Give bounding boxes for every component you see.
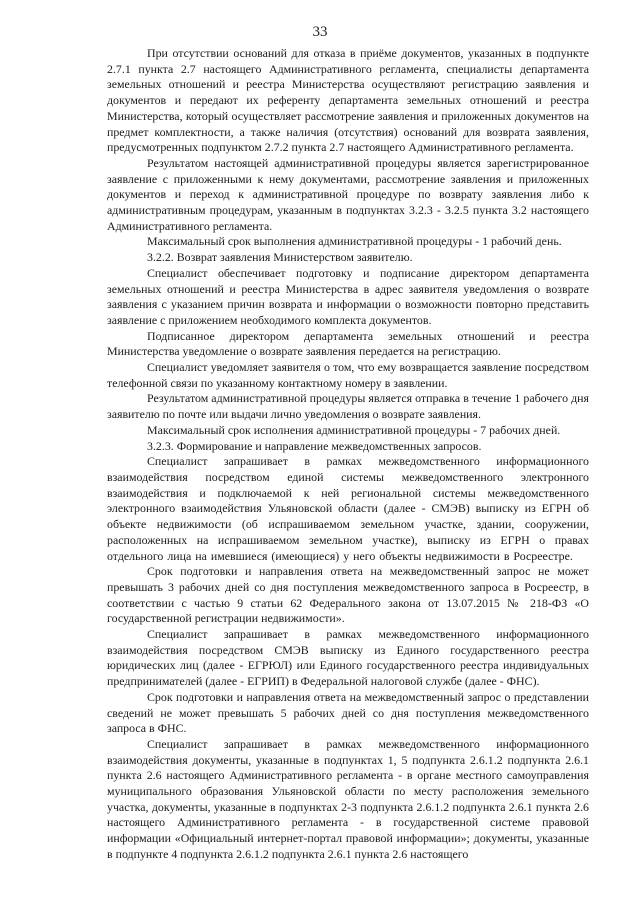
- paragraph: Специалист запрашивает в рамках межведомственного информационного взаимодействия документы, указанные в подпунктах 1, 5 подпункта 2.6.1.2 подпункта 2.6.1 пункта 2.6 настоящего Административного регламента - в органе местного самоуправления муниципального образования Ульяновской области по месту расположения земельного участка, документы, указанные в подпунктах 2-3 подпункта 2.6.1.2 подпункта 2.6.1 пункта 2.6 настоящего Административного регламента - в государственной системе правовой информации «Официальный интернет-портал правовой информации»; документы, указанные в подпункте 4 подпункта 2.6.1.2 подпункта 2.6.1 пункта 2.6 настоящего: [107, 736, 589, 861]
- section-heading: 3.2.2. Возврат заявления Министерством заявителю.: [147, 250, 413, 265]
- paragraph: Специалист обеспечивает подготовку и подписание директором департамента земельных отношений и реестра Министерства в адрес заявителя уведомления о возврате заявления с указанием причин возврата и информации о возможности повторно представить заявление с приложением необходимого комплекта документов.: [107, 265, 589, 327]
- paragraph: Результатом настоящей административной процедуры является зарегистрированное заявление с приложенными к нему документами, рассмотрение заявления и приложенных документов и переход к административной процедуре по возврату заявления либо к административным процедурам, указанным в подпунктах 3.2.3 - 3.2.5 пункта 3.2 настоящего Административного регламента.: [107, 155, 589, 233]
- paragraph: Подписанное директором департамента земельных отношений и реестра Министерства уведомление о возврате заявления передается на регистрацию.: [107, 328, 589, 359]
- paragraph: Срок подготовки и направления ответа на межведомственный запрос не может превышать 3 рабочих дней со дня поступления межведомственного запроса в Росреестр, в соответствии с частью 9 статьи 62 Федерального закона от 13.07.2015 № 218-ФЗ «О государственной регистрации недвижимости».: [107, 564, 589, 626]
- paragraph: Специалист уведомляет заявителя о том, что ему возвращается заявление посредством телефонной связи по указанному контактному номеру в заявлении.: [107, 360, 589, 390]
- paragraph: Максимальный срок исполнения административной процедуры - 7 рабочих дней.: [147, 422, 561, 437]
- paragraph: Специалист запрашивает в рамках межведомственного информационного взаимодействия посредством единой системы межведомственного электронного взаимодействия и подключаемой к ней региональной системы межведомственного электронного взаимодействия Ульяновской области (далее - СМЭВ) выписку из ЕГРН об объекте недвижимости (об испрашиваемом земельном участке, здании, сооружении, расположенных на испрашиваемом земельном участке), выписку из ЕГРН о правах отдельного лица на имевшиеся (имеющиеся) у него объекты недвижимости в Росреестре.: [107, 454, 589, 563]
- page-number: 33: [312, 24, 328, 40]
- paragraph: Специалист запрашивает в рамках межведомственного информационного взаимодействия посредством СМЭВ выписку из Единого государственного реестра юридических лиц (далее - ЕГРЮЛ) или Единого государственного реестра индивидуальных предпринимателей (далее - ЕГРИП) в Федеральной налоговой службе (далее - ФНС).: [107, 627, 589, 689]
- document-body: [107, 46, 589, 863]
- paragraph: При отсутствии оснований для отказа в приёме документов, указанных в подпункте 2.7.1 пункта 2.7 настоящего Административного регламента, специалисты департамента земельных отношений и реестра Министерства осуществляют регистрацию заявления и документов и передают их референту департамента земельных отношений и реестра Министерства, который осуществляет рассмотрение заявления и приложенных документов на предмет комплектности, а также наличия (отсутствия) оснований для возврата заявления, предусмотренных подпунктом 2.7.2 пункта 2.7 настоящего Административного регламента.: [107, 46, 589, 155]
- paragraph: Максимальный срок выполнения административной процедуры - 1 рабочий день.: [147, 234, 562, 249]
- paragraph: Срок подготовки и направления ответа на межведомственный запрос о представлении сведений не может превышать 5 рабочих дней со дня поступления межведомственного запроса в ФНС.: [107, 689, 589, 736]
- section-heading: 3.2.3. Формирование и направление межведомственных запросов.: [147, 438, 482, 453]
- paragraph: Результатом административной процедуры является отправка в течение 1 рабочего дня заявителю по почте или выдачи лично уведомления о возврате заявления.: [107, 391, 589, 422]
